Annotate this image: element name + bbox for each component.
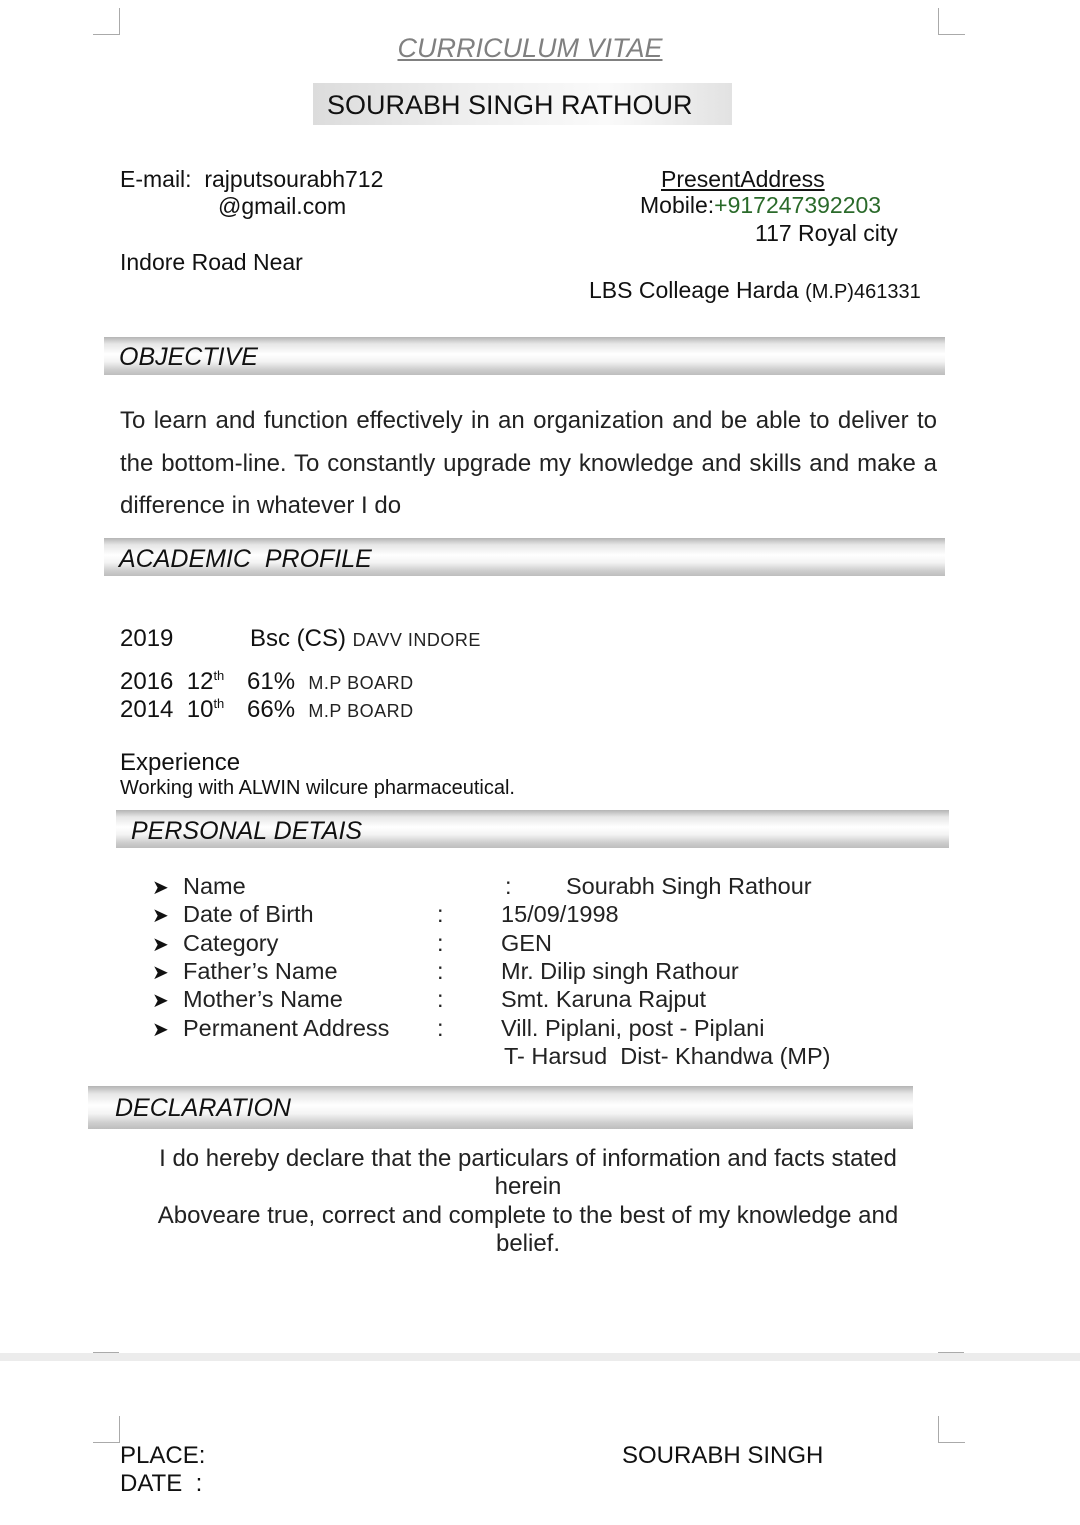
crop-mark-top-left	[93, 8, 120, 35]
pd-label: Permanent Address	[183, 1015, 390, 1041]
address-left: Indore Road Near	[120, 249, 303, 275]
declaration-line: belief.	[495, 1230, 561, 1257]
email-line	[120, 166, 383, 192]
pd-colon: :	[437, 958, 444, 984]
academic-percent	[247, 668, 414, 696]
experience-text: Working with ALWIN wilcure pharmaceutical.	[120, 777, 515, 799]
personal-row-address-2	[152, 1043, 952, 1071]
objective-text: To learn and function effectively in an organization and be able to deliver to the bottom-line. To constantly upgrade my knowledge and skills and make a difference in whatever I do	[120, 407, 937, 519]
arrow-icon: ➤	[152, 990, 169, 1012]
pd-value: Vill. Piplani, post - Piplani	[501, 1015, 765, 1041]
crop-mark-page2-left	[93, 1416, 120, 1443]
date-label: DATE :	[120, 1470, 203, 1497]
academic-std-sup: th	[213, 696, 225, 711]
pd-value: Sourabh Singh Rathour	[566, 873, 812, 899]
arrow-icon: ➤	[152, 962, 169, 984]
university: DAVV INDORE	[352, 630, 481, 650]
crop-mark-page2-right	[938, 1416, 965, 1443]
document-title: CURRICULUM VITAE	[397, 33, 663, 63]
pd-label: Date of Birth	[183, 901, 314, 927]
arrow-icon: ➤	[152, 934, 169, 956]
pd-colon: :	[437, 986, 444, 1012]
arrow-icon: ➤	[152, 1019, 169, 1041]
academic-year: 2016	[120, 668, 174, 695]
pd-value: GEN	[501, 930, 552, 956]
crop-mark-top-right	[938, 8, 965, 35]
experience-heading: Experience	[120, 749, 241, 776]
academic-row	[120, 668, 224, 696]
declaration-line: I do hereby declare that the particulars of information and facts stated	[159, 1145, 897, 1172]
pd-colon: :	[437, 1015, 444, 1041]
mobile-label: Mobile:	[640, 192, 715, 218]
declaration-line: Aboveare true, correct and complete to the best of my knowledge and	[157, 1202, 899, 1229]
email-part1: rajputsourabh712	[204, 166, 384, 192]
address-line1: 117 Royal city	[755, 220, 898, 246]
mobile-value: +917247392203	[714, 192, 882, 218]
pd-value: Smt. Karuna Rajput	[501, 986, 707, 1012]
percent-value: 66%	[247, 696, 296, 723]
percent-value: 61%	[247, 668, 296, 695]
place-label: PLACE:	[120, 1442, 206, 1469]
personal-heading: PERSONAL DETAIS	[131, 817, 363, 845]
address-line2	[589, 277, 921, 305]
pd-colon: :	[437, 901, 444, 927]
pd-colon: :	[505, 873, 512, 899]
page-break	[0, 1353, 1080, 1361]
pd-label: Mother’s Name	[183, 986, 343, 1012]
personal-row-category	[152, 930, 952, 958]
personal-row-mother	[152, 986, 952, 1014]
academic-row	[120, 696, 224, 724]
declaration-line: herein	[494, 1173, 562, 1200]
signature-name: SOURABH SINGH	[622, 1442, 824, 1469]
personal-row-dob	[152, 901, 952, 929]
pd-value: Mr. Dilip singh Rathour	[501, 958, 739, 984]
arrow-icon: ➤	[152, 877, 169, 899]
pd-label: Father’s Name	[183, 958, 338, 984]
arrow-icon: ➤	[152, 905, 169, 927]
personal-row-father	[152, 958, 952, 986]
crop-mark-bottom-left	[93, 1326, 119, 1353]
academic-heading: ACADEMIC PROFILE	[119, 545, 372, 573]
email-part2: @gmail.com	[218, 193, 347, 219]
mobile-line	[640, 192, 881, 218]
pd-colon: :	[437, 930, 444, 956]
academic-year: 2019	[120, 625, 174, 652]
declaration-heading: DECLARATION	[115, 1094, 291, 1122]
pd-value: 15/09/1998	[501, 901, 619, 927]
pd-label: Name	[183, 873, 246, 899]
crop-mark-bottom-right	[938, 1326, 964, 1353]
objective-heading: OBJECTIVE	[119, 343, 258, 371]
academic-std: 12	[186, 668, 214, 695]
name-banner: SOURABH SINGH RATHOUR	[313, 83, 732, 125]
pd-label: Category	[183, 930, 279, 956]
email-label: E-mail:	[120, 166, 192, 192]
academic-percent	[247, 696, 414, 724]
address-line2-small: (M.P)461331	[805, 281, 921, 303]
address-line2-main: LBS Colleage Harda	[589, 277, 799, 303]
academic-std: 10	[186, 696, 214, 723]
present-address-label: PresentAddress	[661, 166, 825, 192]
academic-year: 2014	[120, 696, 174, 723]
board: M.P BOARD	[308, 701, 414, 721]
academic-row	[120, 625, 173, 653]
academic-course	[250, 625, 481, 653]
board: M.P BOARD	[308, 673, 414, 693]
academic-std-sup: th	[213, 668, 225, 683]
pd-value-line2: T- Harsud Dist- Khandwa (MP)	[504, 1043, 831, 1069]
personal-row-address	[152, 1015, 952, 1043]
personal-row-name	[152, 873, 952, 901]
course-name: Bsc (CS)	[250, 625, 346, 652]
